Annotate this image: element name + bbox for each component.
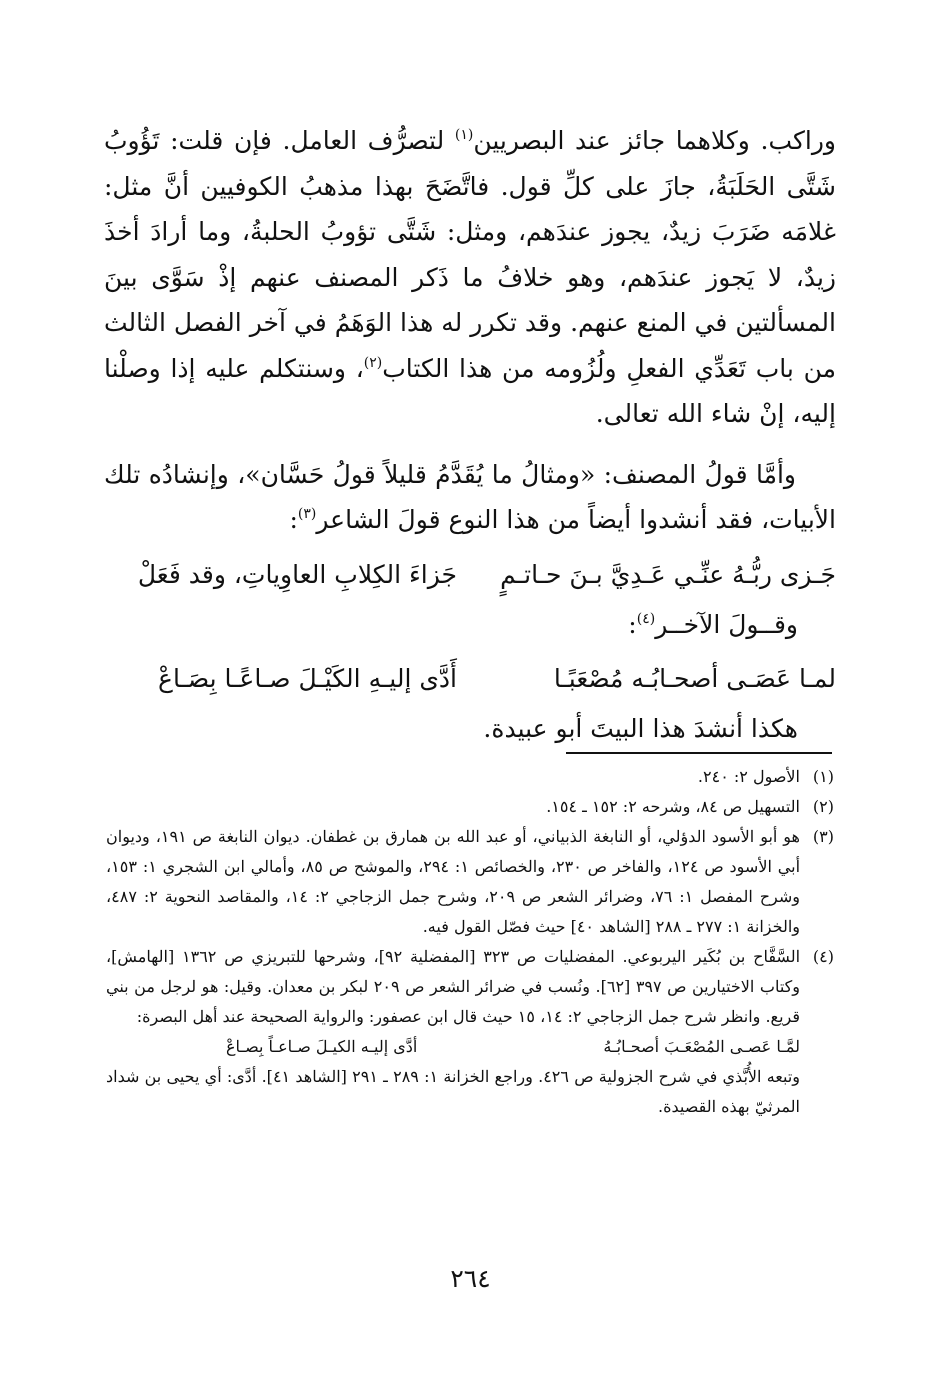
footnote-4-verse [106,1032,834,1062]
verse-1-first-hemistich: جَـزى ربُّـهُ عنِّـي عَـدِيَّ بـنَ حـاتـمٍ [500,560,836,589]
verse-2 [104,657,836,701]
footnote-number: (٢) [812,797,834,816]
verse-2-intro-text: وقــولَ الآخــر [655,609,798,639]
page-number: ٢٦٤ [450,1264,491,1293]
main-text [104,118,836,751]
paragraph-2-colon: : [289,505,298,534]
footnote-ref-4: (٤) [636,610,656,627]
footnote-separator [566,752,832,754]
footnote-4 [106,942,834,1032]
footnote-4-verse-second-hemistich: أدَّى إليـه الكيـلَ صـاعـاً بِصـاعْ [226,1037,418,1056]
paragraph-1-text-b: لتصرُّف العامل. فإن قلت: تَؤُوبُ شَتَّى الحَلَبَةُ، جازَ على كلِّ قول. فاتَّضَحَ بهذا مذهبُ الكوفيين أنَّ مثل: غلامَه ضَرَبَ زيدٌ، يجوز عندَهم، ومثل: شَتَّى تؤوبُ الحلبةُ، وما أرادَ أخذَ زيدٌ، لا يَجوز عندَهم، وهو خلافُ ما ذَكر المصنف عنهم إذْ سَوَّى بينَ المسألتين في المنع عنهم. وقد تكرر له هذا الوَهَمُ في آخر الفصل الثالث من باب تَعَدِّي الفعلِ ولُزُومه من هذا الكتاب [104,126,836,383]
footnote-4-continuation: وتبعه الأُبَّذي في شرح الجزولية ص ٤٢٦. وراجع الخزانة ١: ٢٨٩ ـ ٢٩١ [الشاهد ٤١]. أدَّى: أي يحيى بن شداد المرثيّ بهذه القصيدة. [106,1067,801,1116]
footnote-ref-1: (١) [454,127,474,143]
verse-1-second-hemistich: جَزاءَ الكِلابِ العاوِياتِ، وقد فَعَلْ [137,560,457,589]
footnote-number: (٤) [812,947,834,966]
verse-2-intro-colon: : [628,609,637,639]
paragraph-1-text-c: ، وسنتكلم عليه إذا وصلْنا إليه، إنْ شاء الله تعالى. [104,353,836,428]
footnote-text: الأصول ٢: ٢٤٠. [697,767,800,786]
footnote-number: (١) [812,767,834,786]
footnote-number: (٣) [812,827,834,846]
footnote-3 [106,822,834,942]
verse-2-first-hemistich: لمـا عَصَـى أصحـابُـه مُصْعَبًـا [553,664,836,693]
verse-1 [104,553,836,597]
footnote-ref-2: (٢) [363,354,383,371]
footnote-text: السَّفَّاح بن بُكَير اليربوعي. المفضليات ص ٣٢٣ [المفضلية ٩٢]، وشرحها للتبريزي ص ١٣٦٢ [الهامش]، وكتاب الاختيارين ص ٣٩٧ [٦٢]. ونُسب في ضرائر الشعر ص ٢٠٩ لبكر بن معدان. وقيل: هو لرجل من بني قريع. وانظر شرح جمل الزجاجي ٢: ١٤، ١٥ حيث قال ابن عصفور: والرواية الصحيحة عند أهل البصرة: [106,947,801,1026]
paragraph-1 [104,118,836,437]
footnote-text: هو أبو الأسود الدؤلي، أو النابغة الذبياني، أو عبد الله بن همارق بن غطفان. ديوان النابغة ص ١٩١، وديوان أبي الأسود ص ١٢٤، والفاخر ص ٢٣٠، والخصائص ١: ٢٩٤، والموشح ص ٨٥، وأمالي ابن الشجري ١: ١٥٣، وشرح المفصل ١: ٧٦، وضرائر الشعر ص ٢٠٩، وشرح جمل الزجاجي ٢: ١٤، والمقاصد النحوية ٢: ٤٨٧، والخزانة ١: ٢٧٧ ـ ٢٨٨ [الشاهد ٤٠] حيث فصّل القول فيه. [106,827,801,936]
footnote-2 [106,792,834,822]
footnote-4-verse-first-hemistich: لمَّـا عَصـى المُصْعَـبَ أصحـابُـهُ [603,1037,800,1056]
paragraph-2-text: وأمَّا قولُ المصنف: «ومثالُ ما يُقَدَّمُ قليلاً قولُ حَسَّان»، وإنشادُه تلك الأبيات، فقد أنشدوا أيضاً من هذا النوع قولَ الشاعر [104,459,836,534]
footnote-ref-3: (٣) [297,506,317,522]
paragraph-2 [104,452,836,543]
footnote-text: التسهيل ص ٨٤، وشرحه ٢: ١٥٢ ـ ١٥٤. [546,797,800,816]
verse-2-intro [104,603,798,647]
verse-2-second-hemistich: أَدَّى إليـهِ الكَيْـلَ صـاعًـا بِصَـاعْ [158,664,457,693]
paragraph-1-text-a: وراكب. وكلاهما جائز عند البصريين [473,126,836,155]
footnote-1 [106,762,834,792]
footnotes [106,762,834,1122]
closing-line: هكذا أنشدَ هذا البيتَ أبو عبيدة. [483,713,798,743]
